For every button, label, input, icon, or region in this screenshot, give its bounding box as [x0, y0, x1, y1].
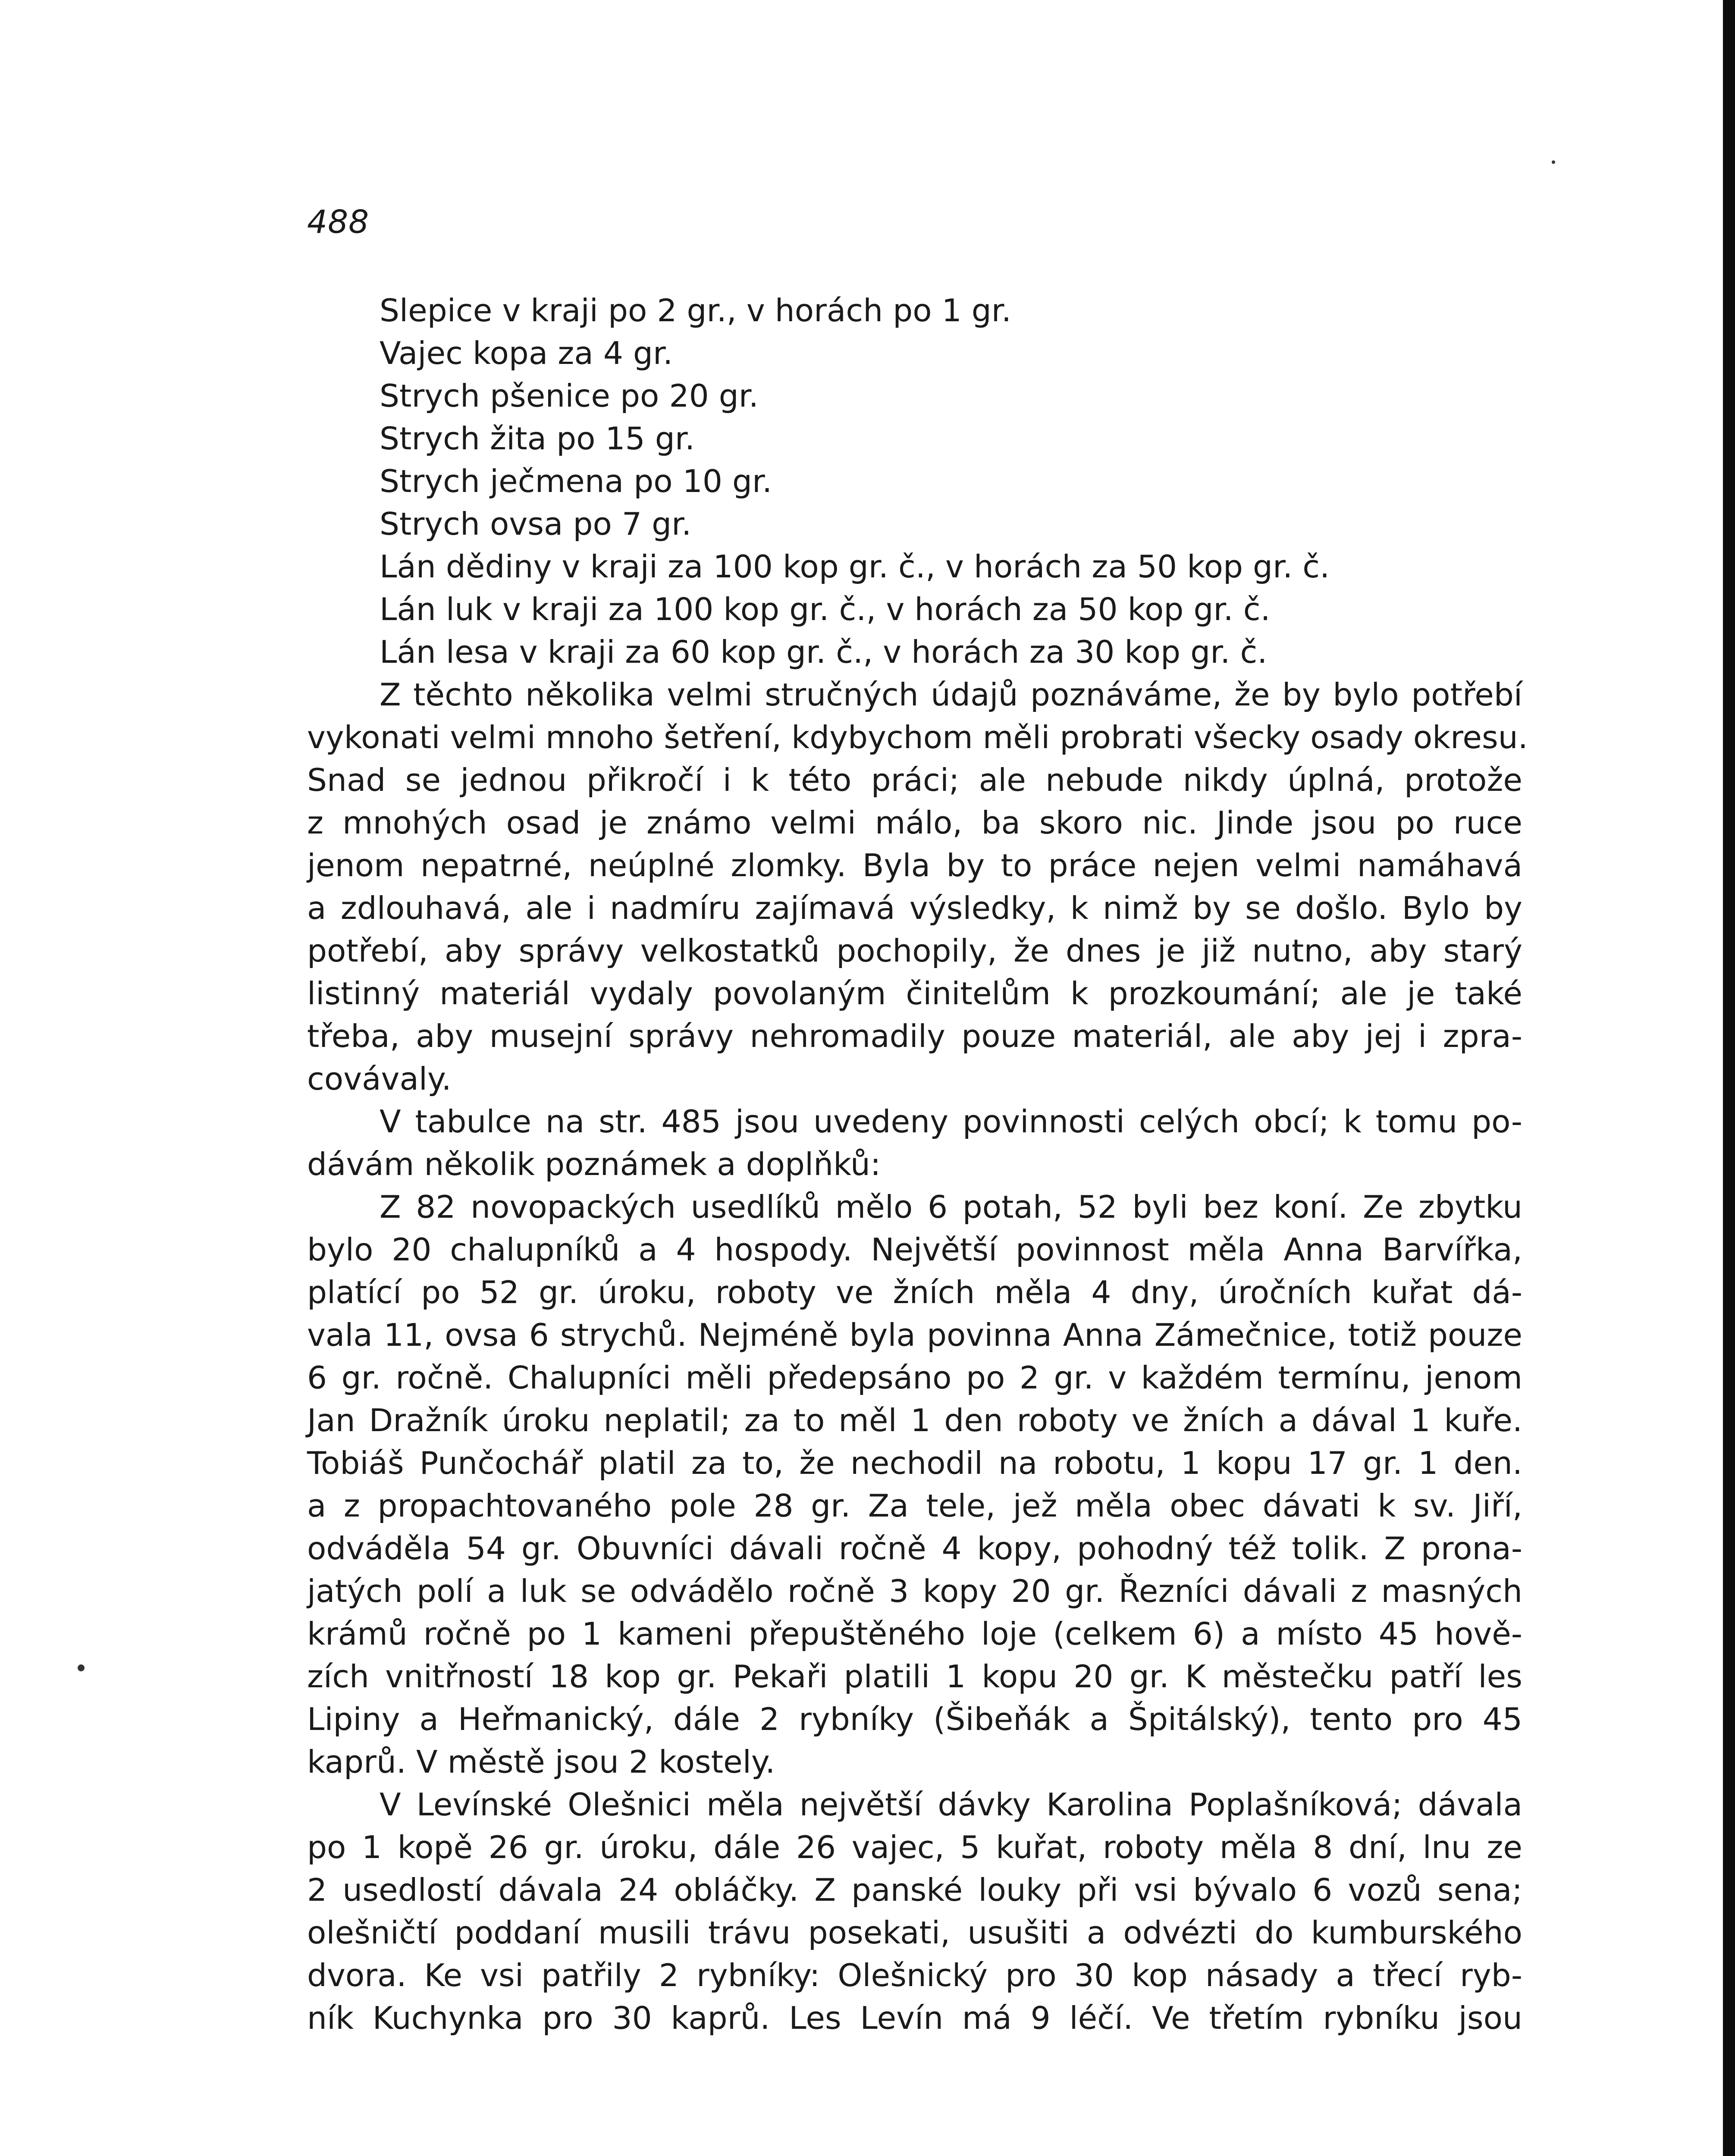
paragraph	[307, 1101, 1522, 1186]
text-line: Jan Dražník úroku neplatil; za to měl 1 den roboty ve žních a dával 1 kuře.	[307, 1403, 1522, 1439]
text-line: dvora. Ke vsi patřily 2 rybníky: Olešnický pro 30 kop násady a třecí ryb-	[307, 1958, 1522, 1994]
text-line: 2 usedlostí dávala 24 obláčky. Z panské louky při vsi bývalo 6 vozů sena;	[307, 1872, 1522, 1908]
text-line: Lipiny a Heřmanický, dále 2 rybníky (Šibeňák a Špitálský), tento pro 45	[307, 1702, 1522, 1738]
text-line: potřebí, aby správy velkostatků pochopily, že dnes je již nutno, aby starý	[307, 933, 1522, 969]
paragraph	[307, 674, 1528, 1101]
scan-speck	[1552, 160, 1555, 164]
page-body	[307, 290, 1528, 2040]
list-line: Lán lesa v kraji za 60 kop gr. č., v horách za 30 kop gr. č.	[380, 634, 1268, 671]
text-line: a zdlouhavá, ale i nadmíru zajímavá výsledky, k nimž by se došlo. Bylo by	[307, 890, 1522, 927]
text-line: Z 82 novopackých usedlíků mělo 6 potah, 52 byli bez koní. Ze zbytku	[380, 1189, 1522, 1225]
text-line: platící po 52 gr. úroku, roboty ve žních měla 4 dny, úročních kuřat dá-	[307, 1275, 1522, 1311]
text-line: Z těchto několika velmi stručných údajů poznáváme, že by bylo potřebí	[380, 677, 1522, 713]
list-line: Lán luk v kraji za 100 kop gr. č., v horách za 50 kop gr. č.	[380, 592, 1271, 628]
text-line: Tobiáš Punčochář platil za to, že nechodil na robotu, 1 kopu 17 gr. 1 den.	[307, 1445, 1522, 1482]
list-line: Lán dědiny v kraji za 100 kop gr. č., v horách za 50 kop gr. č.	[380, 549, 1330, 585]
paragraph	[307, 1186, 1522, 1784]
text-line: vala 11, ovsa 6 strychů. Nejméně byla povinna Anna Zámečnice, totiž pouze	[307, 1317, 1522, 1354]
page-edge-border	[1723, 0, 1735, 2156]
text-line: po 1 kopě 26 gr. úroku, dále 26 vajec, 5 kuřat, roboty měla 8 dní, lnu ze	[307, 1830, 1522, 1866]
text-line: V Levínské Olešnici měla největší dávky Karolina Poplašníková; dávala	[380, 1787, 1522, 1823]
text-line: krámů ročně po 1 kameni přepuštěného loje (celkem 6) a místo 45 hově-	[307, 1616, 1522, 1652]
list-line: Slepice v kraji po 2 gr., v horách po 1 gr.	[380, 293, 1012, 329]
text-line: dávám několik poznámek a doplňků:	[307, 1147, 881, 1183]
text-line: kaprů. V městě jsou 2 kostely.	[307, 1744, 775, 1780]
list-line: Strych žita po 15 gr.	[380, 421, 695, 457]
text-line: covávaly.	[307, 1061, 452, 1097]
text-line: a z propachtovaného pole 28 gr. Za tele, jež měla obec dávati k sv. Jiří,	[307, 1488, 1522, 1524]
list-line: Strych ovsa po 7 gr.	[380, 506, 692, 542]
list-line: Strych pšenice po 20 gr.	[380, 378, 759, 414]
text-line: z mnohých osad je známo velmi málo, ba skoro nic. Jinde jsou po ruce	[307, 805, 1522, 841]
list-line: Vajec kopa za 4 gr.	[380, 335, 673, 372]
text-line: jatých polí a luk se odvádělo ročně 3 kopy 20 gr. Řezníci dávali z masných	[307, 1573, 1522, 1610]
paragraph	[307, 1784, 1522, 2040]
text-line: vykonati velmi mnoho šetření, kdybychom měli probrati všecky osady okresu.	[307, 720, 1528, 756]
page-number: 488	[307, 204, 370, 241]
scan-speck	[78, 1664, 85, 1671]
text-line: jenom nepatrné, neúplné zlomky. Byla by to práce nejen velmi namáhavá	[307, 848, 1522, 884]
text-line: olešničtí poddaní musili trávu posekati, usušiti a odvézti do kumburského	[307, 1915, 1522, 1951]
text-line: listinný materiál vydaly povolaným činitelům k prozkoumání; ale je také	[307, 976, 1522, 1012]
text-line: Snad se jednou přikročí i k této práci; ale nebude nikdy úplná, protože	[307, 762, 1522, 799]
text-line: odváděla 54 gr. Obuvníci dávali ročně 4 kopy, pohodný též tolik. Z prona-	[307, 1531, 1522, 1567]
text-line: třeba, aby musejní správy nehromadily pouze materiál, ale aby jej i zpra-	[307, 1018, 1522, 1055]
text-line: ník Kuchynka pro 30 kaprů. Les Levín má 9 léčí. Ve třetím rybníku jsou	[307, 2000, 1522, 2037]
text-line: V tabulce na str. 485 jsou uvedeny povinnosti celých obcí; k tomu po-	[380, 1104, 1522, 1140]
tariff-list	[307, 290, 1522, 674]
text-line: bylo 20 chalupníků a 4 hospody. Největší povinnost měla Anna Barvířka,	[307, 1232, 1522, 1268]
text-line: 6 gr. ročně. Chalupníci měli předepsáno po 2 gr. v každém termínu, jenom	[307, 1360, 1522, 1396]
list-line: Strych ječmena po 10 gr.	[380, 464, 772, 500]
text-line: zích vnitřností 18 kop gr. Pekaři platili 1 kopu 20 gr. K městečku patří les	[307, 1659, 1522, 1695]
